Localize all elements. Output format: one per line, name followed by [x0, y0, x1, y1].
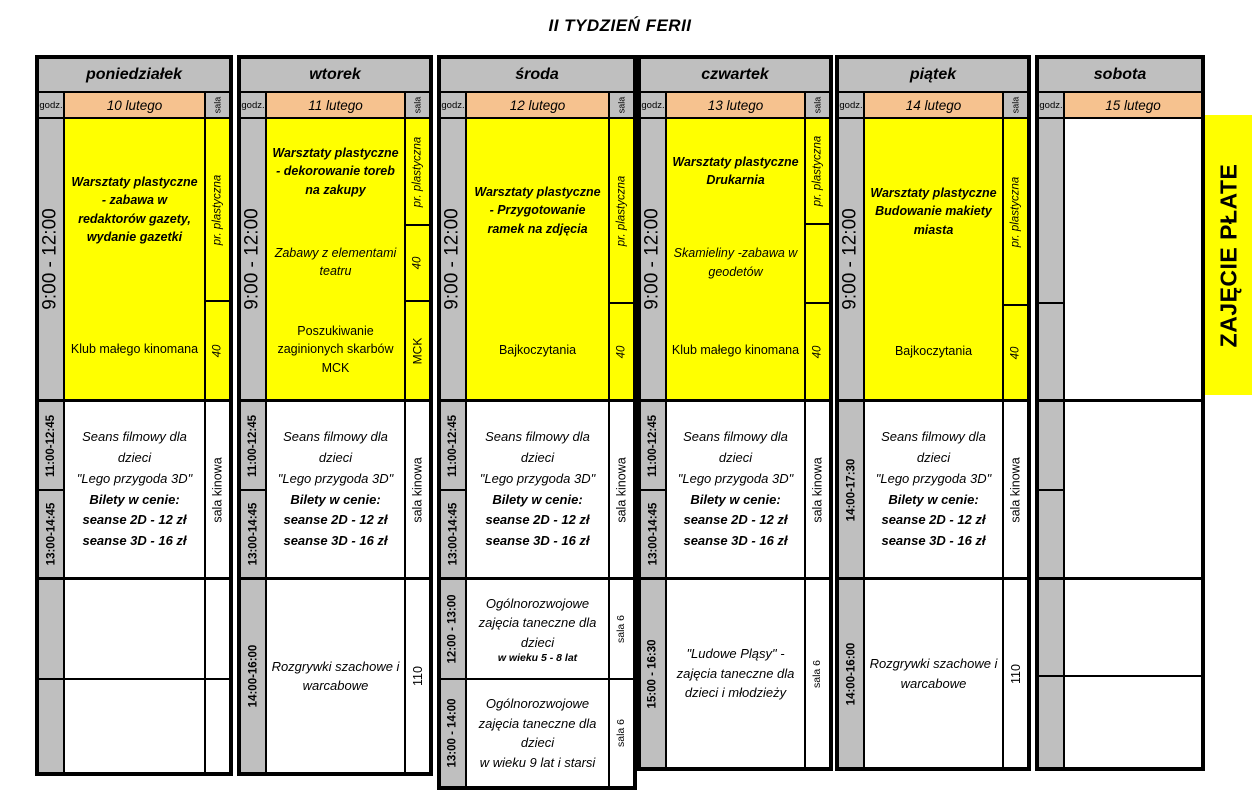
sala-label: sala	[616, 96, 627, 114]
morning-section	[441, 117, 633, 399]
godz-label: godz.	[241, 93, 267, 117]
room-cell: pr. plastyczna	[615, 175, 628, 246]
day-column-sobota	[1035, 55, 1205, 771]
time-cell: 14:00-16:00	[241, 580, 267, 772]
morning-rooms	[204, 119, 229, 399]
room-cell	[204, 580, 229, 678]
room-cell: sala 6	[608, 680, 633, 786]
morning-rooms	[404, 119, 429, 399]
morning-activities	[667, 119, 804, 399]
morning-time-cells	[1039, 119, 1065, 399]
film-times	[241, 402, 267, 577]
day-column-czwartek	[637, 55, 833, 771]
time-cell: 15:00 - 16:30	[641, 580, 667, 767]
godz-label: godz.	[39, 93, 65, 117]
afternoon-section	[241, 577, 429, 772]
morning-activities	[865, 119, 1002, 399]
film-times	[441, 402, 467, 577]
activity-cell: Rozgrywki szachowe i warcabowe	[869, 656, 998, 691]
film-room: sala kinowa	[1002, 402, 1027, 577]
activity-cell: Klub małego kinomana	[671, 343, 800, 358]
activity-cell: Warsztaty plastyczne Drukarnia	[672, 154, 799, 187]
morning-section	[1039, 117, 1201, 399]
film-info: Seans filmowy dla dzieci "Lego przygoda 3D" Bilety w cenie: seanse 2D - 12 zł seanse 3D - 16 zł	[875, 429, 992, 549]
time-cell: 13:00-14:45	[39, 489, 63, 577]
morning-section	[641, 117, 829, 399]
film-section	[1039, 399, 1201, 577]
time-cell	[1039, 302, 1063, 399]
activity-cell: Poszukiwanie zaginionych skarbów MCK	[277, 324, 394, 375]
film-section	[441, 399, 633, 577]
sala-label: sala	[412, 96, 423, 114]
room-cell: 40	[406, 224, 429, 300]
morning-rooms	[608, 119, 633, 399]
date-row	[641, 91, 829, 117]
room-cell: 40	[1004, 304, 1027, 399]
date-cell: 11 lutego	[267, 93, 404, 117]
sala-label: sala	[212, 96, 223, 114]
sala-header	[204, 93, 229, 117]
time-cell: 13:00 - 14:00	[441, 680, 467, 786]
morning-time-cell: 9:00 - 12:00	[39, 119, 65, 399]
film-room: sala kinowa	[608, 402, 633, 577]
room-cell: 40	[206, 300, 229, 399]
sala-header	[1002, 93, 1027, 117]
date-cell: 13 lutego	[667, 93, 804, 117]
day-name-header: piątek	[839, 59, 1027, 91]
morning-activities	[467, 119, 608, 399]
room-cell: pr. plastyczna	[811, 135, 824, 207]
date-cell: 12 lutego	[467, 93, 608, 117]
time-cell: 11:00-12:45	[247, 414, 259, 477]
sala-header	[804, 93, 829, 117]
sala-header	[608, 93, 633, 117]
empty-cell	[1065, 677, 1201, 767]
date-row	[839, 91, 1027, 117]
room-cell: sala 6	[804, 580, 829, 767]
day-name-header: środa	[441, 59, 633, 91]
sala-label: sala	[812, 96, 823, 114]
day-name-header: poniedziałek	[39, 59, 229, 91]
time-cell: 13:00-14:45	[641, 489, 665, 577]
godz-label: godz.	[441, 93, 467, 117]
film-info: Seans filmowy dla dzieci "Lego przygoda 3D" Bilety w cenie: seanse 2D - 12 zł seanse 3D - 16 zł	[277, 429, 394, 549]
time-cell: 14:00-16:00	[839, 580, 865, 767]
film-times	[39, 402, 65, 577]
room-cell: 40	[806, 302, 829, 399]
film-room: sala kinowa	[804, 402, 829, 577]
afternoon-section	[39, 577, 229, 772]
film-room: sala kinowa	[404, 402, 429, 577]
time-cell	[1039, 580, 1065, 675]
morning-time-cell: 9:00 - 12:00	[441, 119, 467, 399]
film-info: Seans filmowy dla dzieci "Lego przygoda 3D" Bilety w cenie: seanse 2D - 12 zł seanse 3D - 16 zł	[76, 429, 193, 549]
date-cell: 14 lutego	[865, 93, 1002, 117]
room-cell: MCK	[406, 300, 429, 399]
activity-cell: Klub małego kinomana	[70, 342, 199, 357]
time-cell: 12:00 - 13:00	[441, 580, 467, 678]
activity-cell: Warsztaty plastyczne - dekorowanie toreb na zakupy	[272, 146, 399, 197]
day-name-header: wtorek	[241, 59, 429, 91]
godz-label: godz.	[641, 93, 667, 117]
activity-cell: Warsztaty plastyczne - zabawa w redaktorów gazety, wydanie gazetki	[71, 175, 198, 244]
empty-cell	[65, 680, 204, 772]
day-column-sroda	[437, 55, 637, 790]
activity-cell: Rozgrywki szachowe i warcabowe	[271, 658, 400, 693]
film-section	[241, 399, 429, 577]
empty-cell	[1065, 580, 1201, 675]
time-cell	[1039, 119, 1063, 302]
banner-text: ZAJĘCIE PŁATE	[1215, 163, 1241, 347]
day-name-header: czwartek	[641, 59, 829, 91]
activity-cell: Ogólnorozwojowe zajęcia taneczne dla dzieci w wieku 5 - 8 lat	[478, 595, 597, 665]
time-cell	[1039, 677, 1065, 767]
page-title: II TYDZIEŃ FERII	[548, 16, 692, 35]
empty-cell	[1065, 402, 1201, 577]
sala-header	[404, 93, 429, 117]
day-name-header: sobota	[1039, 59, 1201, 91]
date-row	[1039, 91, 1201, 117]
activity-cell: Skamieliny -zabawa w geodetów	[673, 246, 798, 279]
film-section	[839, 399, 1027, 577]
morning-section	[839, 117, 1027, 399]
empty-cell	[1065, 119, 1201, 399]
morning-section	[39, 117, 229, 399]
godz-label: godz.	[1039, 93, 1065, 117]
morning-time-cell: 9:00 - 12:00	[839, 119, 865, 399]
room-cell: pr. plastyczna	[411, 136, 424, 207]
activity-cell: Warsztaty plastyczne Budowanie makiety miasta	[870, 186, 997, 237]
sala-label: sala	[1010, 96, 1021, 114]
activity-cell: Zabawy z elementami teatru	[274, 245, 397, 278]
time-cell	[39, 680, 65, 772]
afternoon-section	[641, 577, 829, 767]
time-cell: 13:00-14:45	[441, 489, 465, 577]
room-cell: pr. plastyczna	[1009, 176, 1022, 247]
date-row	[441, 91, 633, 117]
date-row	[39, 91, 229, 117]
morning-activities	[267, 119, 404, 399]
date-cell: 15 lutego	[1065, 93, 1201, 117]
film-times: 14:00-17:30	[839, 402, 865, 577]
activity-cell: Bajkoczytania	[894, 344, 973, 359]
day-column-poniedzialek	[35, 55, 233, 776]
day-column-piatek	[835, 55, 1031, 771]
time-cell	[39, 580, 65, 678]
afternoon-section	[839, 577, 1027, 767]
time-cell	[1039, 402, 1063, 489]
film-room: sala kinowa	[204, 402, 229, 577]
morning-time-cell: 9:00 - 12:00	[241, 119, 267, 399]
time-cell	[1039, 489, 1063, 577]
room-cell: pr. plastyczna	[211, 174, 224, 245]
afternoon-section	[1039, 577, 1201, 767]
time-cell: 11:00-12:45	[447, 414, 459, 477]
film-section	[39, 399, 229, 577]
godz-label: godz.	[839, 93, 865, 117]
morning-rooms	[1002, 119, 1027, 399]
morning-activities	[65, 119, 204, 399]
room-cell	[806, 223, 829, 302]
time-cell: 11:00-12:45	[45, 414, 57, 477]
empty-cell	[65, 580, 204, 678]
room-cell: sala 6	[608, 580, 633, 678]
day-column-wtorek	[237, 55, 433, 776]
date-row	[241, 91, 429, 117]
morning-section	[241, 117, 429, 399]
film-times	[1039, 402, 1065, 577]
morning-time-cell: 9:00 - 12:00	[641, 119, 667, 399]
film-times	[641, 402, 667, 577]
paid-activities-banner	[1205, 115, 1252, 395]
time-cell: 11:00-12:45	[647, 414, 659, 477]
room-cell: 110	[1002, 580, 1027, 767]
activity-cell: "Ludowe Pląsy" - zajęcia taneczne dla dzieci i młodzieży	[676, 646, 795, 701]
activity-cell: Warsztaty plastyczne - Przygotowanie ramek na zdjęcia	[474, 185, 601, 236]
activity-cell: Ogólnorozwojowe zajęcia taneczne dla dzieci w wieku 9 lat i starsi	[478, 696, 597, 770]
activity-cell: Bajkoczytania	[498, 343, 577, 358]
film-section	[641, 399, 829, 577]
film-info: Seans filmowy dla dzieci "Lego przygoda 3D" Bilety w cenie: seanse 2D - 12 zł seanse 3D - 16 zł	[677, 429, 794, 549]
room-cell	[204, 680, 229, 772]
time-cell: 13:00-14:45	[241, 489, 265, 577]
film-info: Seans filmowy dla dzieci "Lego przygoda 3D" Bilety w cenie: seanse 2D - 12 zł seanse 3D - 16 zł	[479, 429, 596, 549]
room-cell: 110	[404, 580, 429, 772]
morning-rooms	[804, 119, 829, 399]
date-cell: 10 lutego	[65, 93, 204, 117]
afternoon-section	[441, 577, 633, 786]
room-cell: 40	[610, 302, 633, 399]
